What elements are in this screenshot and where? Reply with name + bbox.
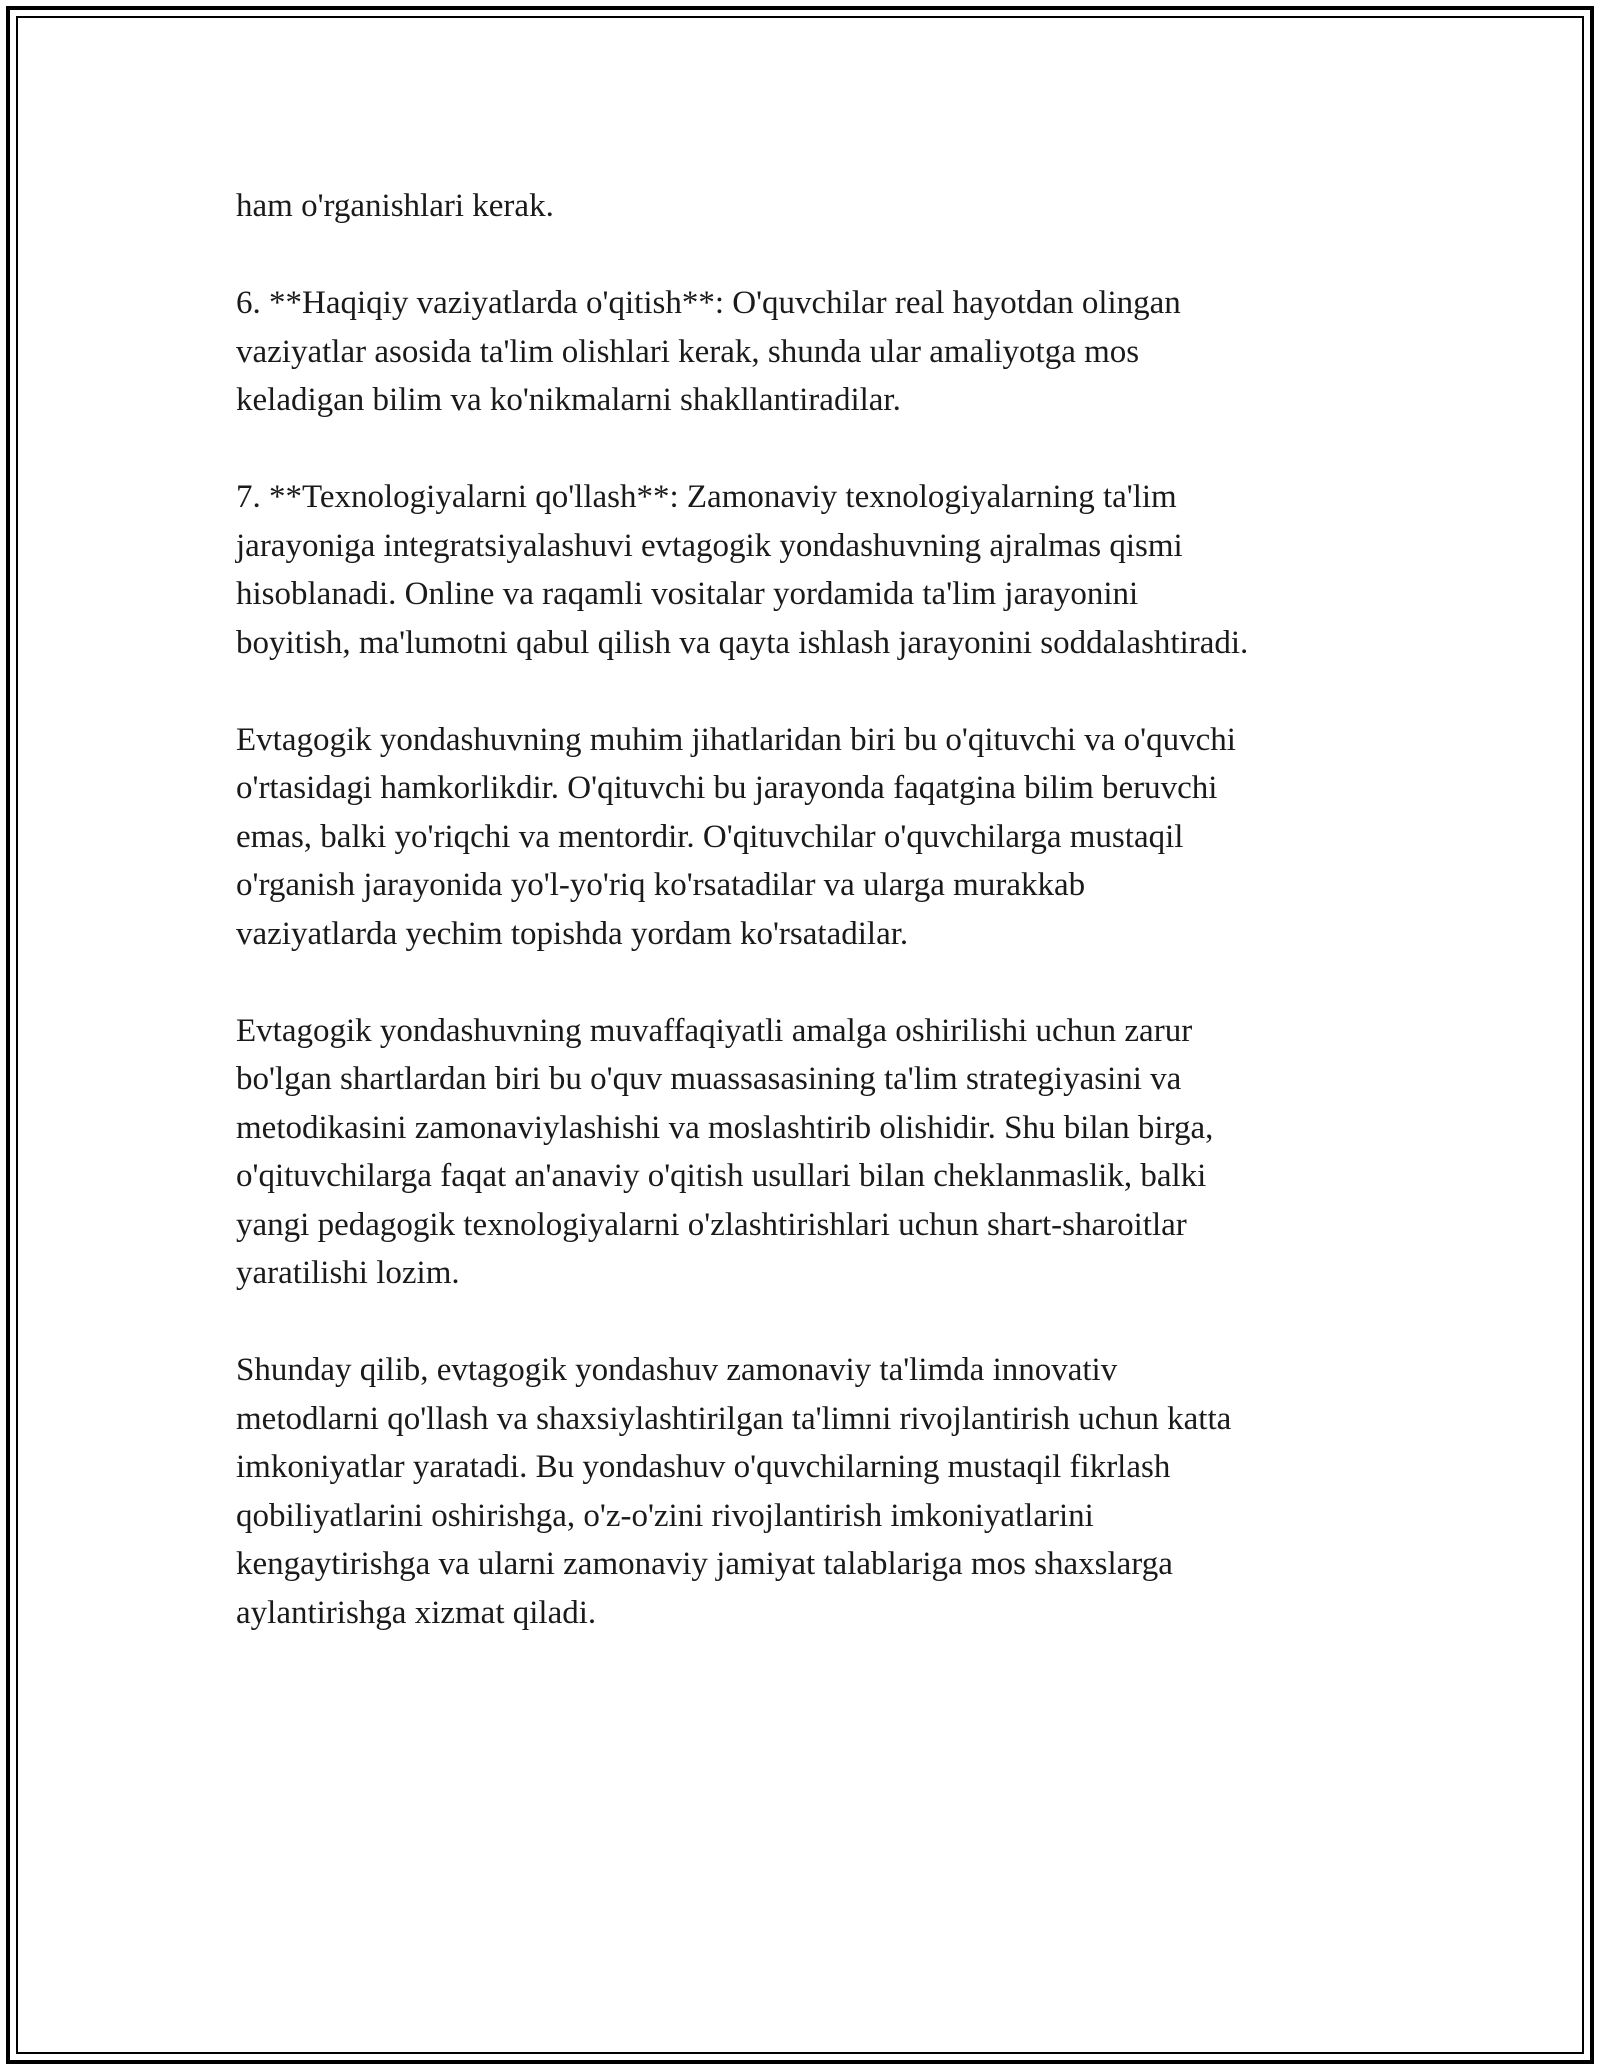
text-line: hisoblanadi. Online va raqamli vositalar yordamida ta'lim jarayonini bbox=[236, 576, 1139, 612]
text-line: yangi pedagogik texnologiyalarni o'zlashtirishlari uchun shart-sharoitlar bbox=[236, 1206, 1187, 1243]
text-line: kengaytirishga va ularni zamonaviy jamiyat talablariga mos shaxslarga bbox=[236, 1546, 1173, 1582]
document-body bbox=[236, 182, 1396, 1686]
paragraph bbox=[236, 716, 1396, 959]
text-line: emas, balki yo'riqchi va mentordir. O'qituvchilar o'quvchilarga mustaqil bbox=[236, 818, 1184, 855]
text-line: o'rganish jarayonida yo'l-yo'riq ko'rsatadilar va ularga murakkab bbox=[236, 867, 1086, 903]
text-line: vaziyatlarda yechim topishda yordam ko'rsatadilar. bbox=[236, 915, 909, 952]
text-line: Evtagogik yondashuvning muhim jihatlaridan biri bu o'qituvchi va o'quvchi bbox=[236, 721, 1236, 758]
paragraph bbox=[236, 182, 1396, 231]
text-line: boyitish, ma'lumotni qabul qilish va qayta ishlash jarayonini soddalashtiradi. bbox=[236, 624, 1249, 661]
paragraph bbox=[236, 473, 1396, 667]
text-line: o'rtasidagi hamkorlikdir. O'qituvchi bu jarayonda faqatgina bilim beruvchi bbox=[236, 770, 1218, 806]
text-line: Shunday qilib, evtagogik yondashuv zamonaviy ta'limda innovativ bbox=[236, 1352, 1118, 1388]
text-line: Evtagogik yondashuvning muvaffaqiyatli amalga oshirilishi uchun zarur bbox=[236, 1012, 1193, 1049]
text-line: jarayoniga integratsiyalashuvi evtagogik yondashuvning ajralmas qismi bbox=[236, 527, 1183, 564]
text-line: yaratilishi lozim. bbox=[236, 1255, 460, 1291]
text-line: qobiliyatlarini oshirishga, o'z-o'zini rivojlantirish imkoniyatlarini bbox=[236, 1497, 1094, 1534]
text-line: keladigan bilim va ko'nikmalarni shakllantiradilar. bbox=[236, 382, 901, 418]
text-line: o'qituvchilarga faqat an'anaviy o'qitish usullari bilan cheklanmaslik, balki bbox=[236, 1158, 1207, 1194]
text-line: metodlarni qo'llash va shaxsiylashtirilgan ta'limni rivojlantirish uchun katta bbox=[236, 1400, 1232, 1437]
paragraph bbox=[236, 1346, 1396, 1637]
text-line: 6. **Haqiqiy vaziyatlarda o'qitish**: O'quvchilar real hayotdan olingan bbox=[236, 285, 1181, 321]
paragraph bbox=[236, 1007, 1396, 1298]
text-line: imkoniyatlar yaratadi. Bu yondashuv o'quvchilarning mustaqil fikrlash bbox=[236, 1449, 1171, 1485]
text-line: vaziyatlar asosida ta'lim olishlari kerak, shunda ular amaliyotga mos bbox=[236, 333, 1140, 370]
text-line: bo'lgan shartlardan biri bu o'quv muassasasining ta'lim strategiyasini va bbox=[236, 1061, 1182, 1097]
paragraph bbox=[236, 279, 1396, 425]
text-line: aylantirishga xizmat qiladi. bbox=[236, 1594, 597, 1631]
text-line: metodikasini zamonaviylashishi va moslashtirib olishidir. Shu bilan birga, bbox=[236, 1109, 1214, 1146]
text-line: 7. **Texnologiyalarni qo'llash**: Zamonaviy texnologiyalarning ta'lim bbox=[236, 479, 1177, 515]
text-line: ham o'rganishlari kerak. bbox=[236, 188, 554, 224]
